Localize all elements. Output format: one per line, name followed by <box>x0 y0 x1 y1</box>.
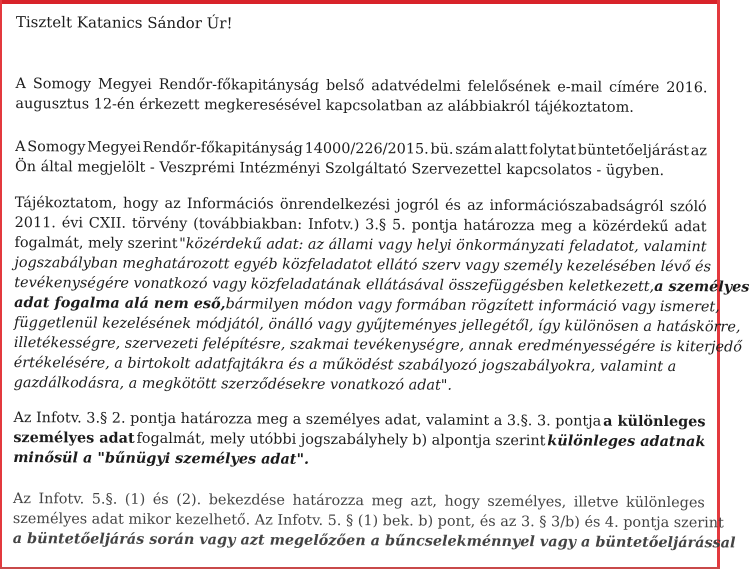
word: meg <box>371 493 403 510</box>
word: Infotv. <box>38 491 85 508</box>
p3-line-8: illetékességre, szervezeti felépítésre, szakmai tevékenységre, annak eredményességére is kiterjedő <box>13 335 742 356</box>
p3-line-9: értékelésére, a birtokolt adatfajtákra és a működést szabályozó jogszabályokra, valamint a <box>13 355 677 376</box>
word: belső <box>325 77 365 95</box>
word: Rendőr-főkapitányság <box>158 76 320 94</box>
p3-line-10: gazdálkodásra, a megkötött szerződésekre vonatkozó adat". <box>13 375 453 394</box>
word: 2016. <box>666 79 708 97</box>
paragraph-4 <box>13 408 705 472</box>
p3-line-7: függetlenül kezelésének módjától, önálló vagy gyűjteményes jellegétől, így különösen a hatáskörre, <box>14 315 741 336</box>
p3-line-5-quote: tevékenységére vonatkozó vagy közfeladatának ellátásával összefüggésben keletkezett, <box>14 275 655 295</box>
word: 5.§. <box>91 491 118 508</box>
word: Tájékoztatom, <box>14 195 117 212</box>
word: és <box>152 491 169 508</box>
word: A <box>15 139 26 156</box>
word: illetve <box>573 494 619 511</box>
paragraph-1 <box>15 74 707 118</box>
word: 5. <box>391 217 406 234</box>
word: Somogy <box>27 139 86 156</box>
p4-line-2-emphasis: személyes adat <box>13 429 135 447</box>
word: Megyei <box>87 139 141 156</box>
word: évi <box>61 215 84 232</box>
word: Információs <box>186 196 274 213</box>
salutation: Tisztelt Katanics Sándor Úr! <box>15 13 233 33</box>
word: hogy <box>122 195 159 212</box>
p4-line-1-emphasis: a különleges <box>603 412 706 431</box>
p3-line-4: jogszabályban meghatározott egyéb közfeladatot ellátó szerv vagy személy kezelésében lévő és <box>14 255 712 276</box>
word: jogról <box>396 197 439 214</box>
p5-line-2: személyes adat mikor kezelhető. Az Infotv. 5. § (1) bek. b) pont, és az 3. § 3/b) és 4. pontja szerint <box>12 511 724 532</box>
word: felelősének <box>467 78 551 96</box>
p4-line-3: minősül a "bűnügyi személyes adat". <box>13 449 310 468</box>
word: meg <box>540 218 573 235</box>
paragraph-2 <box>15 137 707 181</box>
word: (2). <box>176 492 202 509</box>
word: szám <box>455 141 493 158</box>
word: személyes, <box>487 493 567 511</box>
word: bekezdése <box>208 492 285 509</box>
p1-line-2: augusztus 12-én érkezett megkeresésével kapcsolatban az alábbiakról tájékoztatom. <box>15 96 634 116</box>
word: alatt <box>494 141 528 159</box>
window-frame-left <box>0 0 2 569</box>
word: azt, <box>410 493 438 510</box>
word: határozza <box>463 217 535 235</box>
word: az <box>164 195 181 213</box>
word: Az <box>12 491 32 508</box>
word: a <box>577 218 587 235</box>
word: CXII. <box>88 215 127 232</box>
word: az <box>467 197 484 214</box>
p3-line-6-emphasis: adat fogalma alá nem eső, <box>14 294 226 313</box>
word: büntetőeljárást <box>577 142 690 160</box>
word: önrendelkezési <box>279 196 391 214</box>
p4-line-1-plain: Az Infotv. 3.§ 2. pontja határozza meg a személyes adat, valamint a 3.§. 3. pontja <box>13 410 602 430</box>
word: 3.§ <box>365 217 387 234</box>
word: információszabadságról <box>489 197 664 215</box>
word: törvény <box>131 215 188 233</box>
word: Somogy <box>32 76 92 93</box>
word: Rendőr-főkapitányság <box>142 139 303 157</box>
word: különleges <box>626 494 705 512</box>
p3-line-3-plain: fogalmát, mely szerint <box>14 235 178 253</box>
window-frame-top <box>0 0 720 4</box>
scanned-letter-page <box>9 4 750 568</box>
word: Infotv.) <box>307 216 360 234</box>
word: bü. <box>430 141 454 158</box>
word: folytat <box>529 142 577 159</box>
p5-line-3: a büntetőeljárás során vagy azt megelőzően a bűncselekménnyel vagy a büntetőeljárással <box>12 530 736 552</box>
word: címére <box>609 79 660 96</box>
word: A <box>15 76 26 93</box>
word: az <box>690 143 708 160</box>
word: pontja <box>411 217 458 234</box>
word: (1) <box>124 491 146 508</box>
word: e-mail <box>557 79 603 96</box>
p3-line-6-quote: bármilyen módon vagy formában rögzített információ vagy ismeret, <box>225 296 720 316</box>
p3-line-5-emphasis: a személyes <box>654 277 750 296</box>
p3-line-3-quote: "közérdekű adat: az állami vagy helyi önkormányzati feladatot, valamint <box>179 236 707 256</box>
word: Megyei <box>97 76 152 93</box>
paragraph-3 <box>13 193 750 397</box>
word: 2011. <box>14 215 56 232</box>
word: adat <box>674 219 707 236</box>
word: és <box>444 197 461 214</box>
word: (továbbiakban: <box>193 216 303 233</box>
word: 14000/226/2015. <box>304 140 429 158</box>
p4-line-2-plain: fogalmát, mely utóbbi jogszabályhely b) alpontja szerint <box>136 430 546 450</box>
p2-line-2: Ön által megjelölt - Veszprémi Intézményi Szolgáltató Szervezettel kapcsolatos - ügyben. <box>14 159 665 179</box>
paragraph-5 <box>12 489 736 553</box>
word: határozza <box>292 492 365 510</box>
word: hogy <box>444 493 480 510</box>
word: szóló <box>669 199 707 216</box>
word: adatvédelmi <box>371 78 461 95</box>
p4-line-2-emphasis-2: különleges adatnak <box>547 432 706 451</box>
word: közérdekű <box>592 218 669 236</box>
